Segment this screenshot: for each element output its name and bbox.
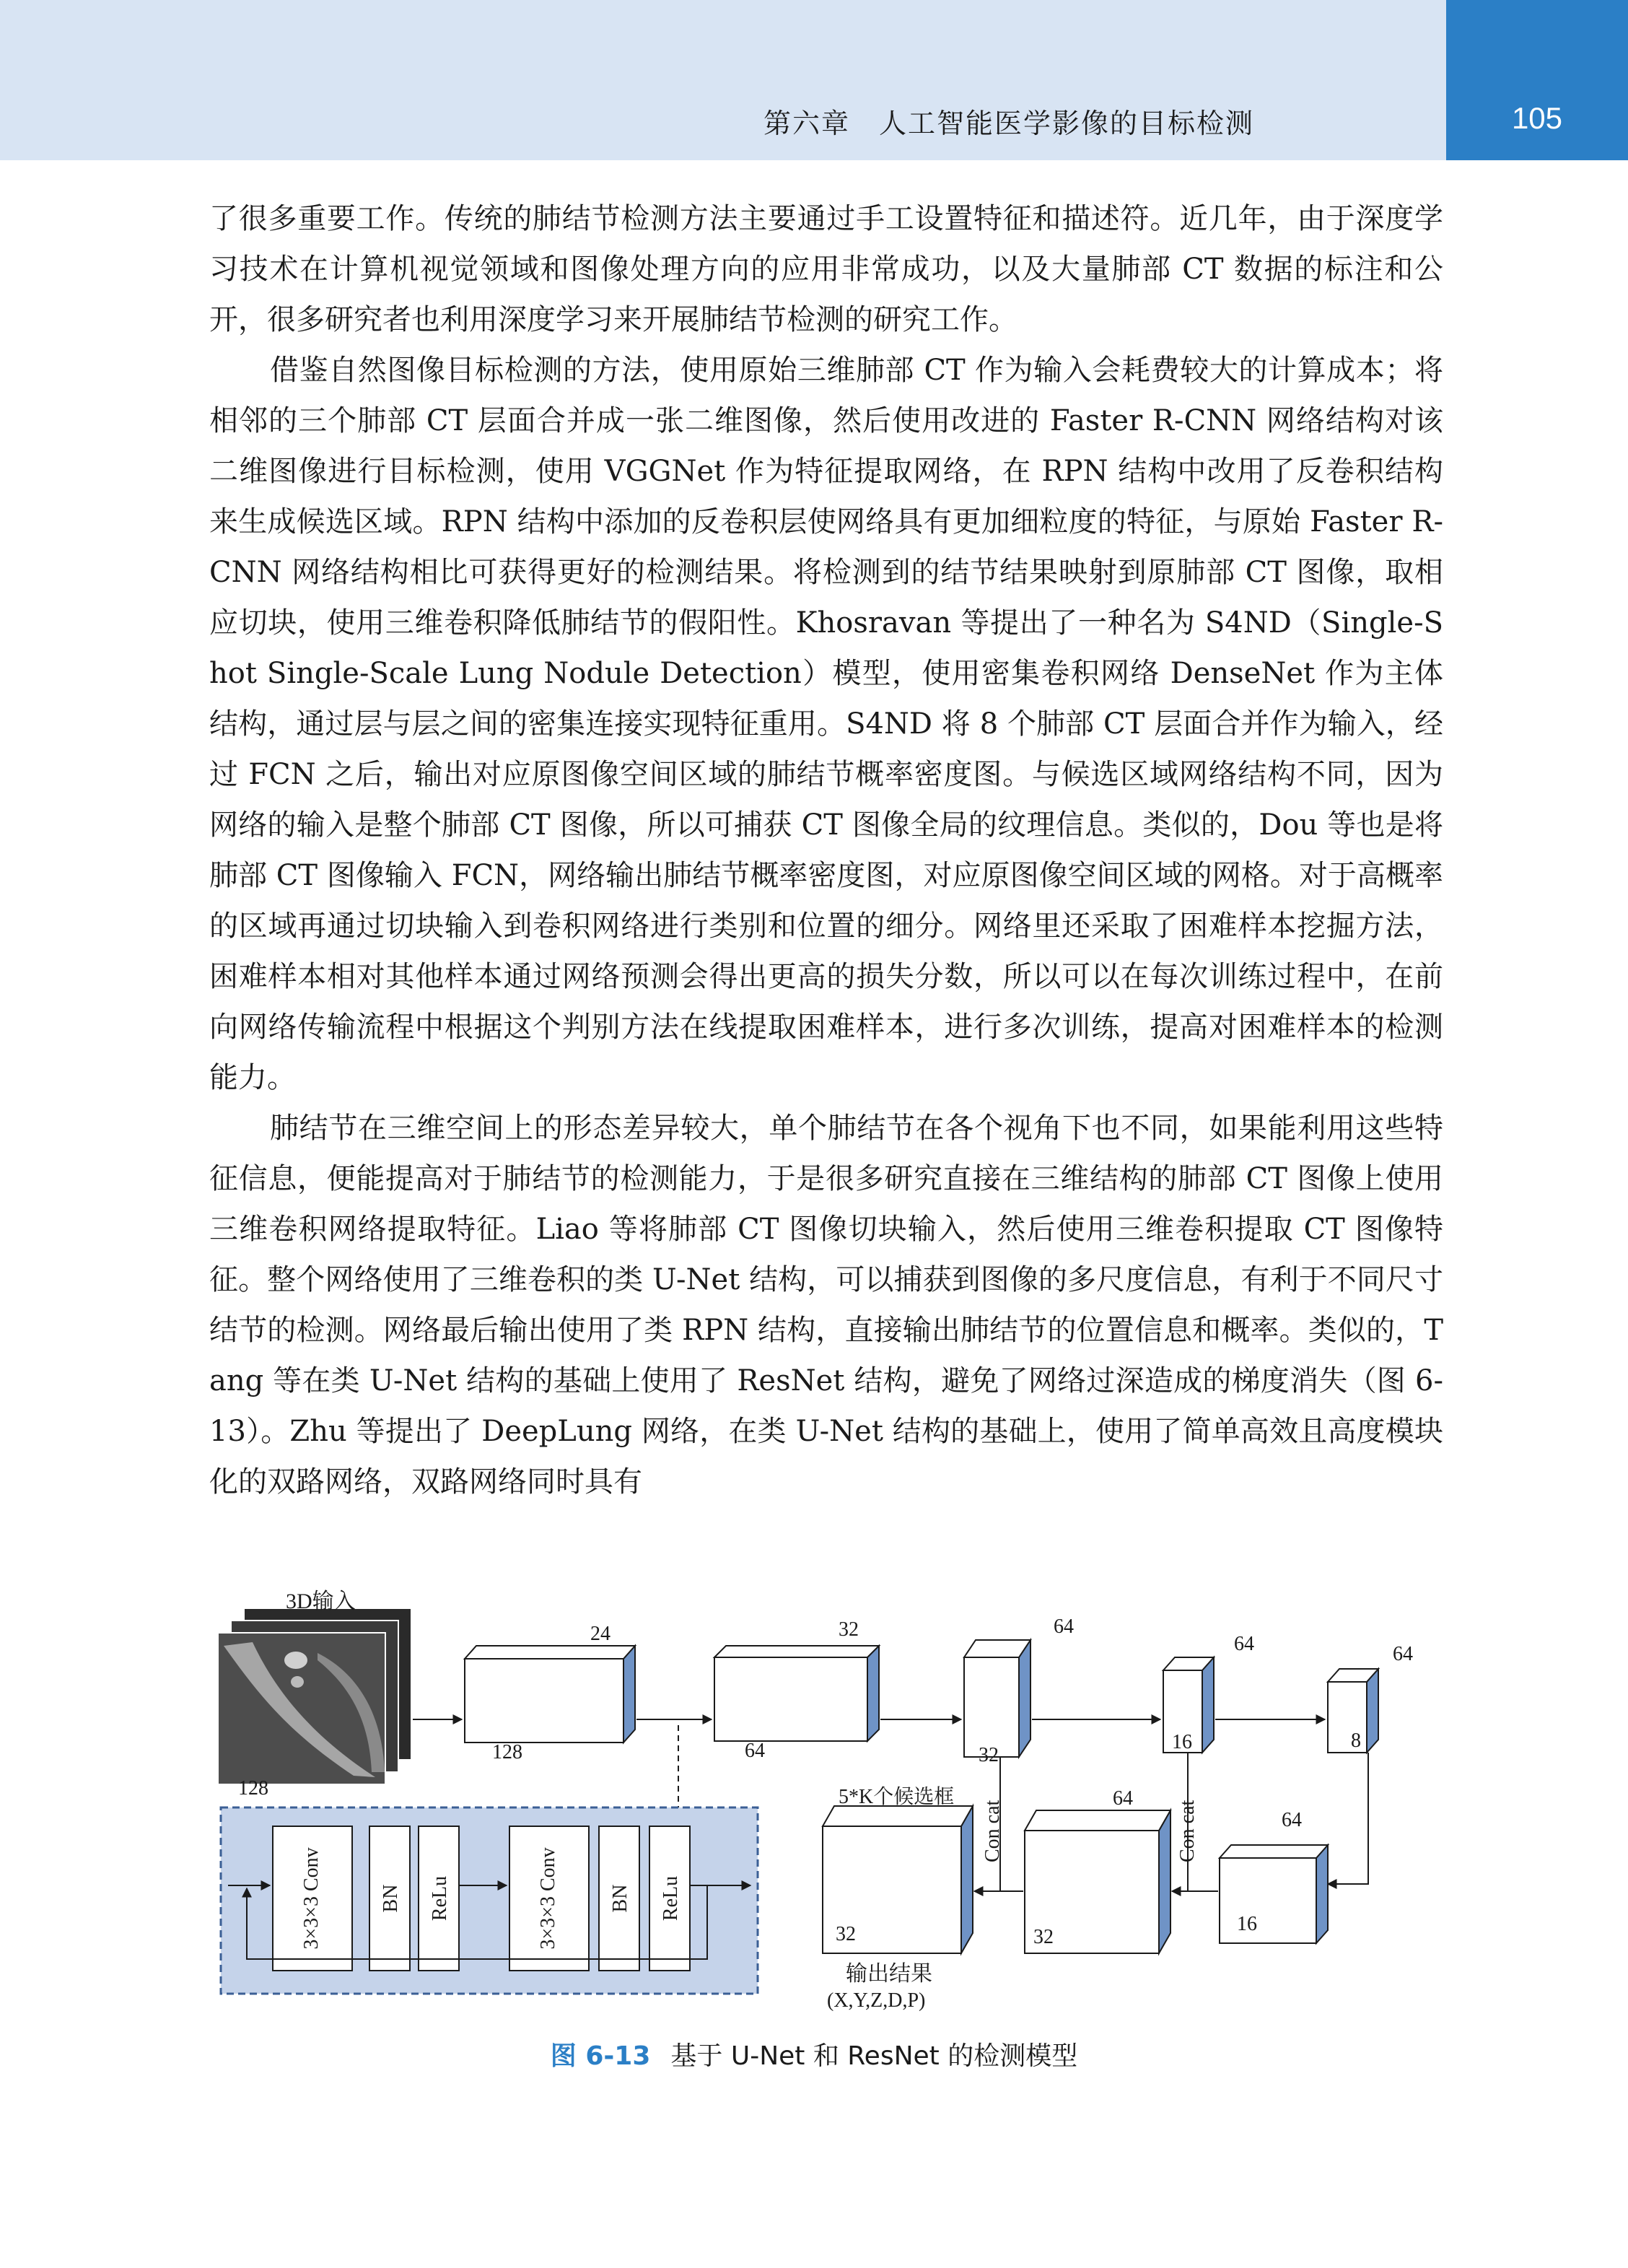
output-vars: (X,Y,Z,D,P) [827, 1989, 926, 2012]
dec1-channels: 64 [1282, 1809, 1302, 1831]
enc3-channels: 64 [1054, 1615, 1074, 1638]
cube-enc2 [714, 1646, 879, 1741]
enc2-size: 64 [745, 1740, 765, 1762]
output-label: 输出结果 [846, 1962, 932, 1986]
cube-enc1 [465, 1646, 635, 1743]
cube-dec1 [1220, 1845, 1328, 1943]
body-text [209, 193, 1443, 1507]
figure-6-13 [209, 1588, 1450, 2021]
enc2-channels: 32 [839, 1618, 859, 1641]
ct-input-image [218, 1608, 411, 1784]
dec2-channels: 64 [1113, 1787, 1133, 1810]
paragraph: 肺结节在三维空间上的形态差异较大，单个肺结节在各个视角下也不同，如果能利用这些特征信息，便能提高对于肺结节的检测能力，于是很多研究直接在三维结构的肺部 CT 图像上使用三维卷积网络提取特征。Liao 等将肺部 CT 图像切块输入，然后使用三维卷积提取 CT 图像特征。整个网络使用了三维卷积的类 U-Net 结构，可以捕获到图像的多尺度信息，有利于不同尺寸结节的检测。网络最后输出使用了类 RPN 结构，直接输出肺结节的位置信息和概率。类似的，Tang 等在类 U-Net 结构的基础上使用了 ResNet 结构，避免了网络过深造成的梯度消失（图 6-13）。Zhu 等提出了 DeepLung 网络，在类 U-Net 结构的基础上，使用了简单高效且高度模块化的双路网络，双路网络同时具有 [209, 1112, 1443, 1499]
figure-caption [0, 2036, 1628, 2072]
cube-enc3 [964, 1640, 1030, 1757]
res-relu2-label: ReLu [660, 1875, 682, 1922]
input-label: 3D输入 [286, 1589, 356, 1613]
chapter-title: 第六章 人工智能医学影像的目标检测 [763, 108, 1254, 139]
concat-label-2: Con cat [1176, 1800, 1199, 1862]
enc5-size: 8 [1351, 1730, 1361, 1752]
enc4-channels: 64 [1234, 1633, 1254, 1655]
dec1-size: 16 [1237, 1913, 1257, 1935]
dec2-size: 32 [1033, 1926, 1054, 1948]
concat-label-1: Con cat [981, 1800, 1004, 1862]
page-number: 105 [1511, 101, 1563, 135]
enc4-size: 16 [1172, 1731, 1192, 1753]
paragraph: 了很多重要工作。传统的肺结节检测方法主要通过手工设置特征和描述符。近几年，由于深度学习技术在计算机视觉领域和图像处理方向的应用非常成功，以及大量肺部 CT 数据的标注和公开，很多研究者也利用深度学习来开展肺结节检测的研究工作。 [209, 202, 1443, 336]
enc1-size: 128 [492, 1741, 522, 1763]
res-conv1-label: 3×3×3 Conv [300, 1847, 323, 1950]
enc1-channels: 24 [590, 1623, 610, 1645]
caption-text: 基于 U-Net 和 ResNet 的检测模型 [670, 2041, 1078, 2071]
res-relu1-label: ReLu [429, 1875, 451, 1922]
res-conv2-label: 3×3×3 Conv [537, 1847, 559, 1950]
candidates-label: 5*K个候选框 [839, 1786, 955, 1808]
input-size-label: 128 [238, 1777, 268, 1800]
res-bn2-label: BN [609, 1884, 631, 1913]
enc3-size: 32 [979, 1744, 999, 1766]
page-number-box [1446, 0, 1628, 160]
caption-label: 图 6-13 [550, 2041, 651, 2071]
page-header [0, 0, 1628, 160]
res-bn1-label: BN [380, 1884, 402, 1913]
enc5-channels: 64 [1393, 1643, 1413, 1665]
paragraph: 借鉴自然图像目标检测的方法，使用原始三维肺部 CT 作为输入会耗费较大的计算成本；将相邻的三个肺部 CT 层面合并成一张二维图像，然后使用改进的 Faster R-CNN 网络结构对该二维图像进行目标检测，使用 VGGNet 作为特征提取网络，在 RPN 结构中改用了反卷积结构来生成候选区域。RPN 结构中添加的反卷积层使网络具有更加细粒度的特征，与原始 Faster R-CNN 网络结构相比可获得更好的检测结果。将检测到的结节结果映射到原肺部 CT 图像，取相应切块，使用三维卷积降低肺结节的假阳性。Khosravan 等提出了一种名为 S4ND（Single-Shot Single-Scale Lung Nodule Detection）模型，使用密集卷积网络 DenseNet 作为主体结构，通过层与层之间的密集连接实现特征重用。S4ND 将 8 个肺部 CT 层面合并作为输入，经过 FCN 之后，输出对应原图像空间区域的肺结节概率密度图。与候选区域网络结构不同，因为网络的输入是整个肺部 CT 图像，所以可捕获 CT 图像全局的纹理信息。类似的，Dou 等也是将肺部 CT 图像输入 FCN，网络输出肺结节概率密度图，对应原图像空间区域的网格。对于高概率的区域再通过切块输入到卷积网络进行类别和位置的细分。网络里还采取了困难样本挖掘方法，困难样本相对其他样本通过网络预测会得出更高的损失分数，所以可以在每次训练过程中，在前向网络传输流程中根据这个判别方法在线提取困难样本，进行多次训练，提高对困难样本的检测能力。 [209, 354, 1443, 1094]
output-cube-size: 32 [836, 1923, 856, 1945]
